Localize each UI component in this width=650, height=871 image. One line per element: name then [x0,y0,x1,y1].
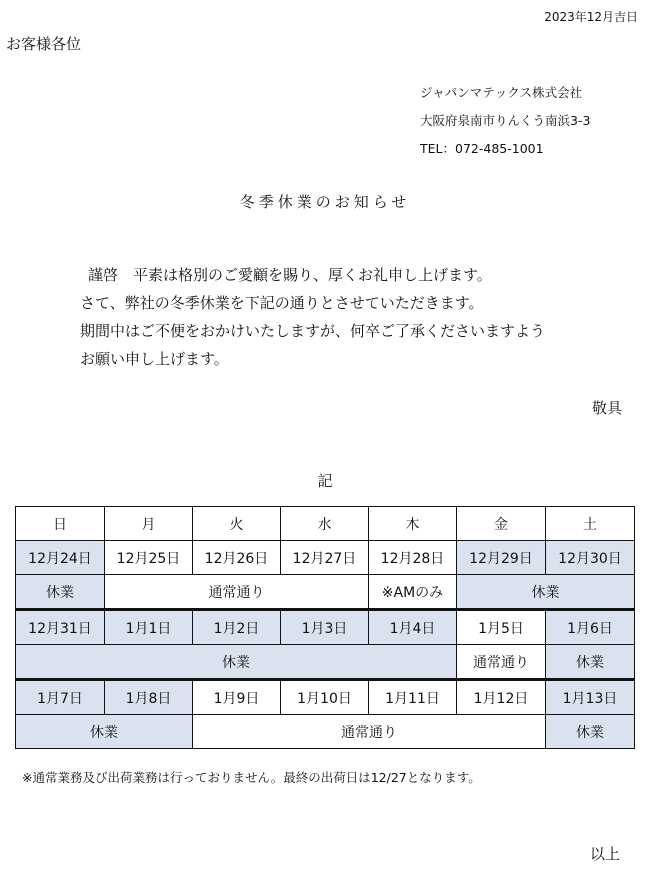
date-cell: 1月6日 [546,610,635,645]
status-row [16,715,635,749]
date-row [16,680,635,715]
status-cell-closed: 休業 [16,575,105,610]
status-cell-open: 通常通り [457,645,546,680]
body-line-greeting: 謹啓 平素は格別のご愛顧を賜り、厚くお礼申し上げます。 [88,266,492,284]
weekday-header-cell: 月 [105,507,193,541]
date-cell: 1月13日 [546,680,635,715]
body-line-request: お願い申し上げます。 [80,350,229,368]
date-cell: 12月30日 [546,541,635,575]
status-cell-open: ※AMのみ [369,575,457,610]
status-cell-closed: 休業 [16,715,193,749]
date-cell: 12月24日 [16,541,105,575]
date-cell: 1月9日 [193,680,281,715]
status-cell-closed: 休業 [457,575,635,610]
date-row [16,610,635,645]
date-cell: 12月26日 [193,541,281,575]
weekday-header-cell: 土 [546,507,635,541]
date-cell: 1月2日 [193,610,281,645]
date-cell: 1月7日 [16,680,105,715]
closing-keigu: 敬具 [591,399,622,417]
status-row [16,575,635,610]
weekday-header-cell: 日 [16,507,105,541]
weekday-header-cell: 水 [281,507,369,541]
weekday-header-cell: 木 [369,507,457,541]
date-cell: 1月4日 [369,610,457,645]
status-cell-closed: 休業 [546,645,635,680]
status-row [16,645,635,680]
document-title: 冬季休業のお知らせ [239,193,411,211]
date-cell: 12月25日 [105,541,193,575]
shipping-note: ※通常業務及び出荷業務は行っておりません。最終の出荷日は12/27となります。 [22,770,481,785]
addressee: お客様各位 [6,35,82,53]
ki-heading: 記 [317,472,333,490]
date-cell: 1月12日 [457,680,546,715]
status-cell-closed: 休業 [16,645,457,680]
body-line-apology: 期間中はご不便をおかけいたしますが、何卒ご了承くださいますよう [80,322,546,340]
date-cell: 1月3日 [281,610,369,645]
weekday-header-cell: 火 [193,507,281,541]
holiday-calendar-table [15,506,635,749]
weekday-header-cell: 金 [457,507,546,541]
sender-address: 大阪府泉南市りんくう南浜3-3 [420,113,591,128]
date-cell: 1月8日 [105,680,193,715]
weekday-header-row [16,507,635,541]
sender-tel: TEL：072-485-1001 [420,141,544,156]
date-row [16,541,635,575]
date-cell: 1月11日 [369,680,457,715]
document-date: 2023年12月吉日 [544,10,638,24]
date-cell: 12月29日 [457,541,546,575]
status-cell-closed: 休業 [546,715,635,749]
date-cell: 12月31日 [16,610,105,645]
date-cell: 1月1日 [105,610,193,645]
date-cell: 12月27日 [281,541,369,575]
status-cell-open: 通常通り [105,575,369,610]
closing-ijou: 以上 [589,845,620,863]
sender-company: ジャパンマテックス株式会社 [420,85,583,100]
body-line-announcement: さて、弊社の冬季休業を下記の通りとさせていただきます。 [80,294,484,312]
date-cell: 1月5日 [457,610,546,645]
date-cell: 12月28日 [369,541,457,575]
date-cell: 1月10日 [281,680,369,715]
status-cell-open: 通常通り [193,715,546,749]
